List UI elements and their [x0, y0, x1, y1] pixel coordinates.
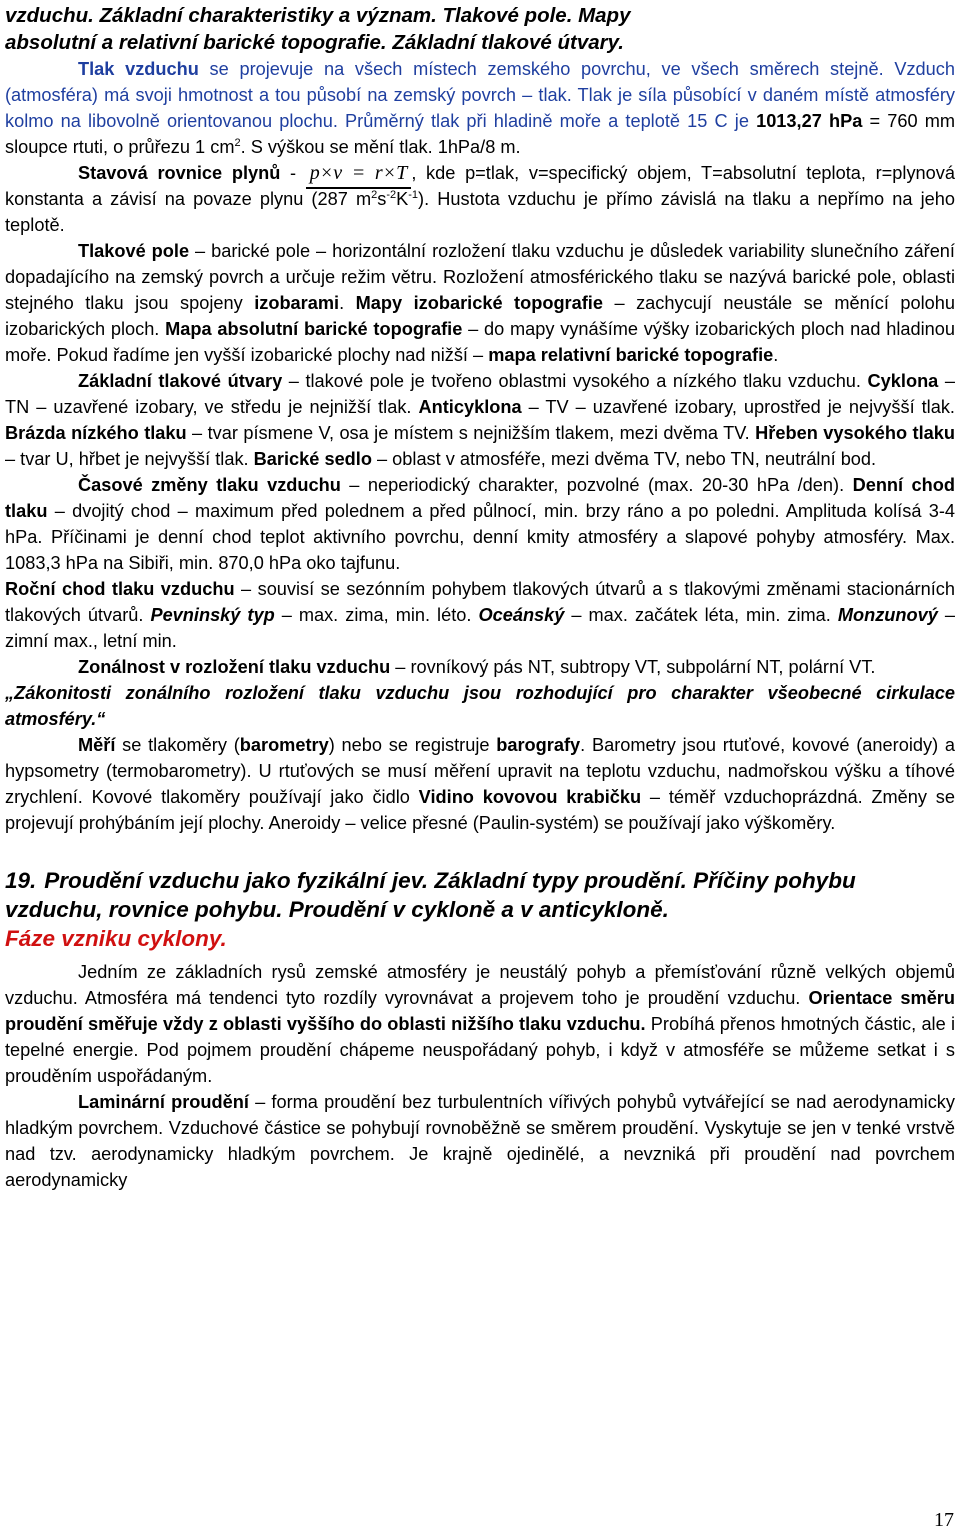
- paragraph-laminar-flow: Laminární proudění – forma proudění bez turbulentních vířivých pohybů vytvářející se nad aerodynamicky hladkým povrchem. Vzduchové částice se pohybují rovnoběžně se směrem proudění. Vyskytuje se jen v tenké vrstvě nad tzv. aerodynamicky hladkým povrchem. Je krajně ojedinělé, a nevzniká při proudění nad povrchem aerodynamicky: [5, 1092, 955, 1190]
- section-subtitle: Fáze vzniku cyklony.: [5, 926, 227, 951]
- gas-equation-formula: p×v = r×T: [306, 162, 412, 189]
- term-mean-pressure: 1013,27 hPa: [756, 111, 863, 131]
- paragraph-air-pressure: Tlak vzduchu se projevuje na všech místech zemského povrchu, ve všech směrech stejně. Vzduch (atmosféra) má svoji hmotnost a tou působí na zemský povrch – tlak. Tlak je síla působící v daném místě atmosféry kolmo na libovolně orientovanou plochu. Průměrný tlak při hladině moře a teplotě 15 C je 1013,27 hPa = 760 mm sloupce rtuti, o průřezu 1 $cm^2$. S výškou se mění tlak. 1hPa/8 m.: [5, 59, 956, 157]
- term-pressure-field: Tlakové pole: [78, 241, 190, 261]
- paragraph-state-equation: Stavová rovnice plynů - p×v = r×T , kde p=tlak, v=specifický objem, T=absolutní teplota, r=plynová konstanta a závisí na povaze plynu (287 $m^2s^{-2}K^{-1}$). Hustota vzduchu je přímo závislá na tlaku a nepřímo na jeho teplotě.: [5, 162, 955, 235]
- term-trough: Brázda nízkého tlaku: [5, 423, 187, 443]
- term-oceanic-type: Oceánský: [478, 605, 565, 625]
- term-continental-type: Pevninský typ: [150, 605, 275, 625]
- section-title: Proudění vzduchu jako fyzikální jev. Základní typy proudění. Příčiny pohybu vzduchu, rovnice pohybu. Proudění v cykloně a v anticykloně.: [5, 868, 856, 922]
- term-daily-course: Denní chod tlaku: [5, 475, 955, 521]
- term-air-pressure: Tlak vzduchu: [78, 59, 199, 79]
- term-cyclone: Cyklona: [867, 371, 939, 391]
- term-barographs: barografy: [496, 735, 581, 755]
- term-ridge: Hřeben vysokého tlaku: [755, 423, 955, 443]
- term-time-changes: Časové změny tlaku vzduchu: [78, 475, 341, 495]
- quote-zonal-distribution: „Zákonitosti zonálního rozložení tlaku vzduchu jsou rozhodující pro charakter všeobecné cirkulace atmosféry.“: [5, 683, 955, 729]
- term-measure: Měří: [78, 735, 116, 755]
- term-barometers: barometry: [239, 735, 329, 755]
- term-zonality: Zonálnost v rozložení tlaku vzduchu: [78, 657, 391, 677]
- term-annual-course: Roční chod tlaku vzduchu: [5, 579, 235, 599]
- paragraph-time-changes: Časové změny tlaku vzduchu – neperiodický charakter, pozvolné (max. 20-30 hPa /den). Denní chod tlaku – dvojitý chod – maximum před polednem a před půlnocí, min. brzy ráno a po poledni. Amplituda kolísá 3-4 hPa. Příčinami je denní chod teplot aktivního povrchu, denní kmity atmosféry a slapové pohyby atmosféry. Max. 1083,3 hPa na Sibiři, min. 870,0 hPa oko tajfunu.: [5, 475, 955, 573]
- term-isobaric-maps: Mapy izobarické topografie: [355, 293, 603, 313]
- heading-line-1: vzduchu. Základní charakteristiky a význam. Tlakové pole. Mapy: [5, 4, 631, 27]
- paragraph-zonality: Zonálnost v rozložení tlaku vzduchu – rovníkový pás NT, subtropy VT, subpolární NT, polární VT.: [78, 657, 876, 677]
- paragraph-measurement: Měří se tlakoměry (barometry) nebo se registruje barografy. Barometry jsou rtuťové, kovové (aneroidy) a hypsometry (termobarometry). U rtuťových se musí měření upravit na teplotu vzduchu, nadmořskou výšku a tíhové zrychlení. Kovové tlakoměry používají jako čidlo Vidino kovovou krabičku – téměř vzduchoprázdná. Změny se projevují prohýbáním její plochy. Aneroidy – velice přesné (Paulin-systém) se používají jako výškoměry.: [5, 735, 956, 833]
- page-number: 17: [934, 1509, 954, 1531]
- term-absolute-topography: Mapa absolutní barické topografie: [165, 319, 463, 339]
- paragraph-annual-course: Roční chod tlaku vzduchu – souvisí se sezónním pohybem tlakových útvarů a s tlakovými změnami stacionárních tlakových útvarů. Pevninský typ – max. zima, min. léto. Oceánský – max. začátek léta, min. zima. Monzunový – zimní max., letní min.: [5, 579, 955, 651]
- term-col: Barické sedlo: [253, 449, 372, 469]
- term-isobars: izobarami: [254, 293, 340, 313]
- term-flow-direction: Orientace směru proudění směřuje vždy z oblasti vyššího do oblasti nižšího tlaku vzduchu.: [5, 988, 955, 1034]
- heading-line-2: absolutní a relativní barické topografie. Základní tlakové útvary.: [5, 31, 624, 54]
- term-monsoon-type: Monzunový: [837, 605, 938, 625]
- paragraph-air-flow: Jedním ze základních rysů zemské atmosféry je neustálý pohyb a přemísťování různě velkých objemů vzduchu. Atmosféra má tendenci tyto rozdíly vyrovnávat a projevem toho je proudění vzduchu. Orientace směru proudění směřuje vždy z oblasti vyššího do oblasti nižšího tlaku vzduchu. Probíhá přenos hmotných částic, ale i tepelné energie. Pod pojmem proudění chápeme neuspořádaný pohyb, i když v atmosféře se můžeme setkat i s prouděním uspořádaným.: [5, 962, 955, 1086]
- term-state-equation: Stavová rovnice plynů: [78, 163, 281, 183]
- paragraph-pressure-systems: Základní tlakové útvary – tlakové pole je tvořeno oblastmi vysokého a nízkého tlaku vzduchu. Cyklona – TN – uzavřené izobary, ve středu je nejnižší tlak. Anticyklona – TV – uzavřené izobary, uprostřed je nejvyšší tlak. Brázda nízkého tlaku – tvar písmene V, osa je místem s nejnižším tlakem, mezi dvěma TV. Hřeben vysokého tlaku – tvar U, hřbet je nejvyšší tlak. Barické sedlo – oblast v atmosféře, mezi dvěma TV, nebo TN, neutrální bod.: [5, 371, 955, 469]
- section-19-heading: [5, 866, 955, 953]
- term-anticyclone: Anticyklona: [418, 397, 522, 417]
- term-laminar-flow: Laminární proudění: [78, 1092, 249, 1112]
- section-number: 19.: [5, 868, 37, 893]
- paragraph-pressure-field: Tlakové pole – barické pole – horizontální rozložení tlaku vzduchu je důsledek variability slunečního záření dopadajícího na zemský povrch a určuje režim větru. Rozložení atmosférického tlaku se nazývá barické pole, oblasti stejného tlaku jsou spojeny izobarami. Mapy izobarické topografie – zachycují neustále se měnící polohu izobarických ploch. Mapa absolutní barické topografie – do mapy vynášíme výšky izobarických ploch nad hladinou moře. Pokud řadíme jen vyšší izobarické plochy nad nižší – mapa relativní barické topografie.: [5, 241, 956, 365]
- term-relative-topography: mapa relativní barické topografie: [488, 345, 774, 365]
- term-vidi-box: Vidino kovovou krabičku: [418, 787, 642, 807]
- section-heading-continued: [5, 2, 955, 56]
- term-pressure-systems: Základní tlakové útvary: [78, 371, 283, 391]
